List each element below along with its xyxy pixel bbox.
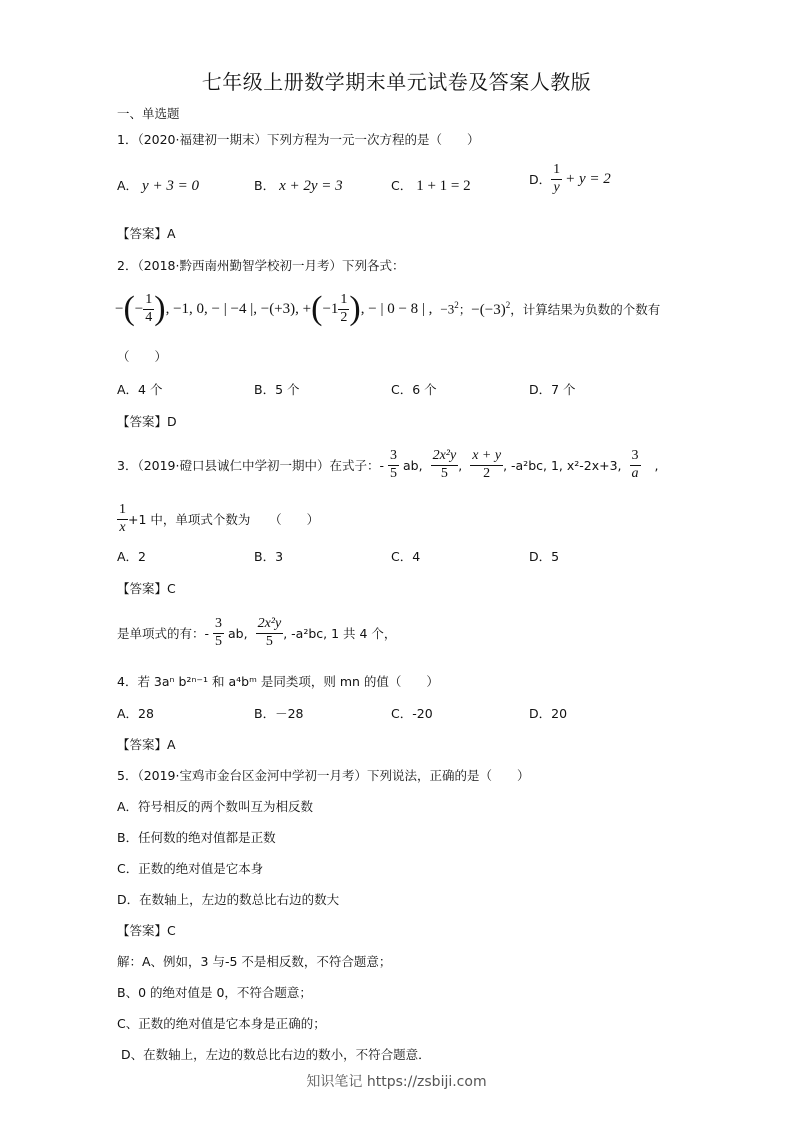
q3-explanation (117, 610, 396, 656)
q5-option-b: B．任何数的绝对值都是正数 (117, 830, 276, 845)
page-title: 七年级上册数学期末单元试卷及答案人教版 (201, 70, 592, 94)
q1-option-a (117, 176, 199, 195)
q1-option-b (254, 176, 343, 195)
q5-solution-1: 解：A、例如，3 与-5 不是相反数，不符合题意； (117, 954, 392, 969)
q3-f5-numerator: 1 (117, 503, 128, 520)
q2-expr-mid: , −1, 0, − | −4 |, −(+3), + (165, 300, 312, 317)
q3-f2-numerator: 2x²y (431, 449, 459, 466)
q3-f1-after: ab, (403, 457, 423, 473)
q3-f3-numerator: x + y (470, 449, 503, 466)
q4-answer: 【答案】A (117, 737, 176, 752)
q2-e3 (440, 300, 458, 317)
q1-option-d-label: D． (529, 172, 552, 188)
q3-f3-denominator: 2 (483, 465, 491, 481)
q2-e3-exp: 2 (454, 300, 459, 311)
q5-option-d: D．在数轴上，左边的数总比右边的数大 (117, 892, 340, 907)
q3-f3 (470, 449, 503, 481)
q3-line2 (117, 496, 319, 542)
q2-e4 (471, 300, 510, 319)
q1-d-numerator: 1 (551, 163, 562, 180)
q2-e1-denominator: 4 (145, 309, 153, 325)
q2-paren-open: ( (123, 290, 135, 327)
q3-option-c: C．4 (391, 549, 421, 564)
q2-paren-close: ) (154, 290, 166, 327)
q1-option-d-fraction (551, 163, 562, 195)
q2-answer-paren: （ ） (117, 349, 168, 364)
q2-e2-whole: −1 (322, 300, 339, 317)
q1-option-c (391, 176, 471, 195)
q3-line2-text: +1 中，单项式个数为 （ ） (128, 512, 320, 527)
q3-exp-f2-numerator: 2x²y (256, 617, 284, 634)
q2-e3-base: −3 (440, 301, 455, 317)
q5-answer: 【答案】C (117, 923, 176, 938)
q2-e1-numerator: 1 (143, 293, 154, 310)
q4-option-a: A．28 (117, 706, 154, 721)
q2-expression-line (115, 286, 660, 332)
q2-e1-minus: − (115, 300, 124, 317)
q1-option-c-label: C． (391, 178, 413, 193)
q2-answer: 【答案】D (117, 414, 177, 429)
q1-option-b-label: B． (254, 178, 276, 193)
q3-f1 (388, 449, 399, 481)
section-heading: 一、单选题 (117, 106, 180, 121)
q3-exp-lead: 是单项式的有：- (117, 626, 210, 641)
q3-trailing-comma: , (654, 457, 659, 473)
q3-option-d: D．5 (529, 549, 560, 564)
q2-option-c: C．6 个 (391, 382, 437, 397)
q2-option-b: B．5 个 (254, 382, 300, 397)
q3-exp-f1-denominator: 5 (215, 633, 223, 649)
q3-stem: 3．（2019·磴口县诚仁中学初一期中）在式子：- (117, 458, 384, 473)
q2-e1-fraction (143, 293, 154, 325)
q4-option-c: C．-20 (391, 706, 433, 721)
q2-paren-close-2: ) (349, 290, 361, 327)
q1-d-rest: + y = 2 (565, 170, 611, 187)
q3-comma: , (458, 457, 463, 473)
q2-option-a: A．4 个 (117, 382, 163, 397)
q4-option-b: B．－28 (254, 706, 304, 721)
q1-option-a-label: A． (117, 178, 139, 193)
q1-option-a-expr: y + 3 = 0 (142, 178, 199, 194)
q5-option-a: A．符号相反的两个数叫互为相反数 (117, 799, 314, 814)
q4-option-d: D．20 (529, 706, 568, 721)
q3-answer: 【答案】C (117, 581, 176, 596)
q2-stem: 2．（2018·黔西南州勤智学校初一月考）下列各式： (117, 258, 405, 273)
q5-option-c: C．正数的绝对值是它本身 (117, 861, 264, 876)
q3-exp-f1-after: ab, (228, 625, 248, 641)
q3-f1-numerator: 3 (388, 449, 399, 466)
q1-d-denominator: y (553, 179, 560, 195)
q2-stem-tail: ，计算结果为负数的个数有 (510, 302, 661, 317)
q1-stem: 1．（2020·福建初一期末）下列方程为一元一次方程的是（ ） (117, 132, 480, 147)
q5-solution-2: B、0 的绝对值是 0，不符合题意； (117, 985, 312, 1000)
q3-exp-tail: , -a²bc, 1 共 4 个， (283, 626, 397, 641)
q4-stem: 4．若 3aⁿ b²ⁿ⁻¹ 和 a⁴bᵐ 是同类项，则 mn 的值（ ） (117, 674, 439, 689)
q2-e1-inner-minus: − (134, 300, 144, 317)
footer-watermark: 知识笔记 https://zsbiji.com (306, 1074, 487, 1090)
q3-f4-numerator: 3 (630, 449, 641, 466)
q3-exp-f2-denominator: 5 (265, 633, 273, 649)
q3-f1-denominator: 5 (390, 465, 397, 481)
q3-f4-denominator: a (631, 465, 639, 481)
q2-e2-numerator: 1 (338, 293, 349, 310)
q2-e2-fraction (338, 293, 349, 325)
q3-f2 (431, 449, 459, 481)
q2-e4-base: −(−3) (471, 301, 506, 318)
q3-f5 (117, 503, 128, 535)
q5-stem: 5．（2019·宝鸡市金台区金河中学初一月考）下列说法，正确的是（ ） (117, 768, 530, 783)
q1-option-b-expr: x + 2y = 3 (279, 178, 343, 194)
q2-expr-tail: , − | 0 − 8 | , (360, 300, 433, 317)
q2-separator: ； (458, 302, 472, 317)
q5-solution-4: D、在数轴上，左边的数总比右边的数小，不符合题意． (121, 1047, 431, 1062)
q2-paren-open-2: ( (311, 290, 323, 327)
q3-exp-f1-numerator: 3 (213, 617, 224, 634)
q3-exp-f2 (256, 617, 284, 649)
q3-option-a: A．2 (117, 549, 147, 564)
q3-mid-exprs: , -a²bc, 1, x²-2x+3, (503, 457, 622, 473)
q5-solution-3: C、正数的绝对值是它本身是正确的； (117, 1016, 326, 1031)
q3-f2-denominator: 5 (440, 465, 448, 481)
q3-f4 (630, 449, 641, 481)
q1-option-d (529, 163, 611, 195)
q2-option-d: D．7 个 (529, 382, 576, 397)
q1-answer: 【答案】A (117, 226, 176, 241)
q1-option-c-expr: 1 + 1 = 2 (416, 178, 471, 194)
q3-exp-f1 (213, 617, 224, 649)
q3-option-b: B．3 (254, 549, 284, 564)
q2-e4-exp: 2 (505, 299, 511, 310)
q3-f5-denominator: x (119, 519, 126, 535)
q2-e2-denominator: 2 (340, 309, 348, 325)
q3-stem-line (117, 442, 659, 488)
